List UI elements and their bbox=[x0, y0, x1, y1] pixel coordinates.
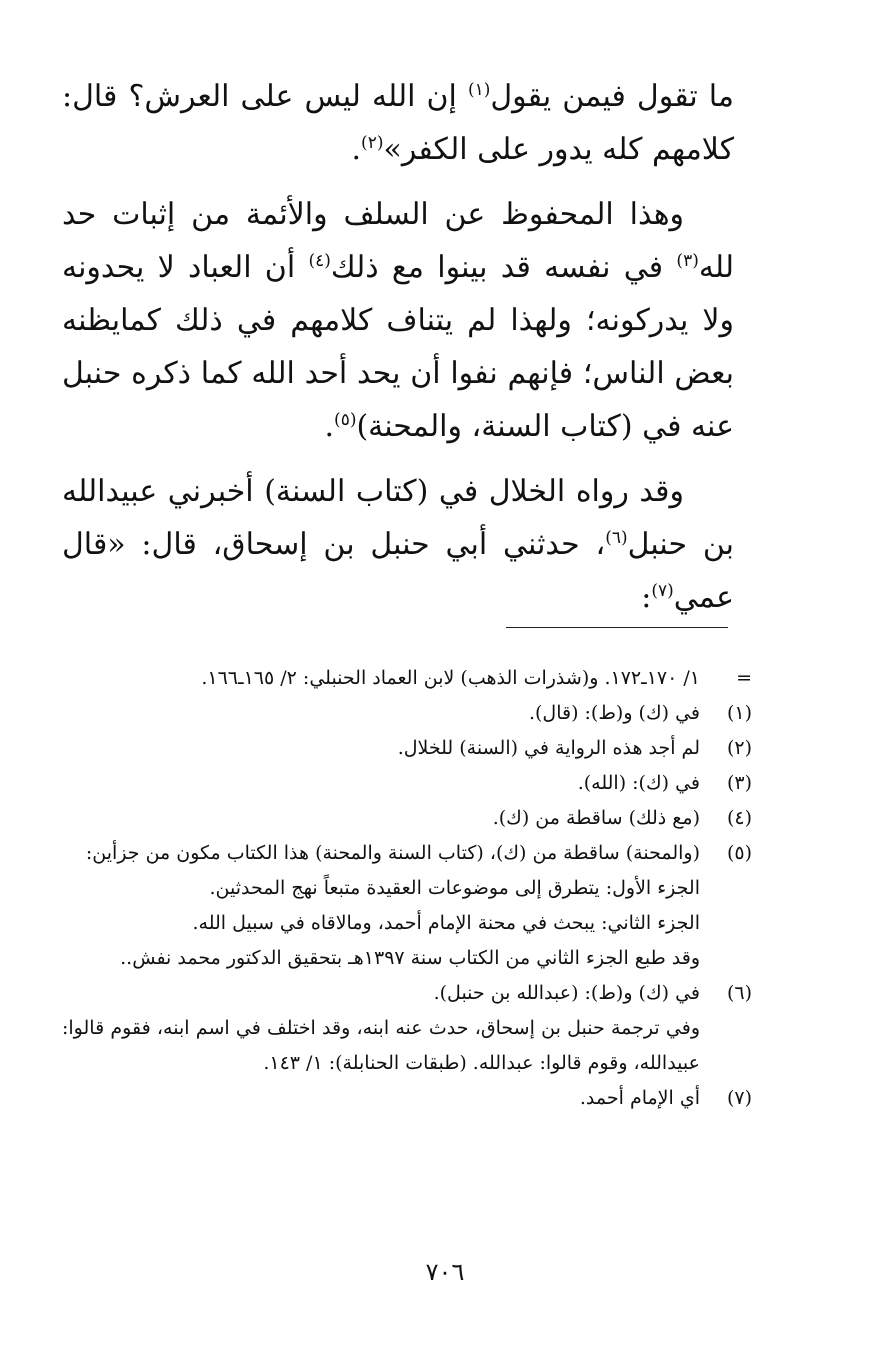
footnote-continuation bbox=[62, 661, 752, 696]
text-run: . bbox=[324, 409, 335, 444]
footnote-1 bbox=[62, 696, 752, 731]
paragraph-2 bbox=[62, 188, 734, 453]
footnote-text: (والمحنة) ساقطة من (ك)، (كتاب السنة والمحنة) هذا الكتاب مكون من جزأين: bbox=[85, 842, 700, 864]
continuation-mark: = bbox=[736, 667, 752, 689]
footnote-5 bbox=[62, 836, 752, 871]
text-run: أن العباد لا يحدونه ولا يدركونه؛ ولهذا لم يتناف كلامهم في ذلك كمايظنه بعض الناس؛ فإنهم نفوا أن يحد أحد الله كما ذكره حنبل عنه في (كتاب السنة، والمحنة) bbox=[62, 250, 734, 444]
text-run: ما تقول فيمن يقول bbox=[490, 79, 734, 114]
text-run: وهذا المحفوظ عن السلف والأئمة من إثبات حد لله bbox=[62, 197, 734, 285]
footnote-ref-5[interactable]: (٥) bbox=[334, 410, 357, 430]
text-run: ، حدثني أبي حنبل بن إسحاق، قال: «قال عمي bbox=[62, 527, 734, 615]
footnote-5-line-2: الجزء الثاني: يبحث في محنة الإمام أحمد، ومالاقاه في سبيل الله. bbox=[192, 912, 700, 934]
footnote-text: أي الإمام أحمد. bbox=[579, 1087, 700, 1109]
footnote-number: (٢) bbox=[726, 737, 752, 759]
footnote-6 bbox=[62, 976, 752, 1011]
footnote-ref-4[interactable]: (٤) bbox=[308, 251, 331, 271]
footnote-4 bbox=[62, 801, 752, 836]
footnote-number: (٦) bbox=[726, 982, 752, 1004]
footnote-number: (٤) bbox=[726, 807, 752, 829]
footnote-number: (٧) bbox=[726, 1087, 752, 1109]
main-text bbox=[62, 70, 734, 636]
footnote-number: (١) bbox=[726, 702, 752, 724]
footnote-text: في (ك): (الله). bbox=[577, 772, 700, 794]
footnote-text: (مع ذلك) ساقطة من (ك). bbox=[492, 807, 700, 829]
text-run: في نفسه قد بينوا مع ذلك bbox=[330, 250, 677, 285]
footnote-6-continuation: وفي ترجمة حنبل بن إسحاق، حدث عنه ابنه، وقد اختلف في اسم ابنه، فقوم قالوا: عبيدالله، وقوم قالوا: عبدالله. (طبقات الحنابلة): ١/ ١٤٣. bbox=[62, 1017, 700, 1074]
continuation-text: ١/ ١٧٠ـ١٧٢. و(شذرات الذهب) لابن العماد الحنبلي: ٢/ ١٦٥ـ١٦٦. bbox=[201, 667, 700, 689]
footnotes bbox=[62, 661, 752, 1116]
text-run: . bbox=[351, 132, 362, 167]
footnote-text: لم أجد هذه الرواية في (السنة) للخلال. bbox=[397, 737, 700, 759]
footnote-3 bbox=[62, 766, 752, 801]
footnote-5-line-3: وقد طبع الجزء الثاني من الكتاب سنة ١٣٩٧هـ بتحقيق الدكتور محمد نفش.. bbox=[120, 947, 700, 969]
footnote-ref-1[interactable]: (١) bbox=[467, 80, 491, 100]
footnote-separator bbox=[506, 627, 728, 628]
footnote-ref-6[interactable]: (٦) bbox=[605, 528, 628, 548]
paragraph-1 bbox=[62, 70, 734, 176]
page-number: ٧٠٦ bbox=[425, 1258, 465, 1286]
footnote-number: (٥) bbox=[726, 842, 752, 864]
footnote-number: (٣) bbox=[726, 772, 752, 794]
text-run: إن الله ليس على العرش؟ قال: كلامهم كله يدور على الكفر» bbox=[62, 79, 734, 167]
footnote-ref-3[interactable]: (٣) bbox=[676, 251, 699, 271]
text-run: وقد رواه الخلال في (كتاب السنة) أخبرني عبيدالله بن حنبل bbox=[62, 474, 735, 562]
text-run: : bbox=[641, 580, 652, 615]
paragraph-3 bbox=[62, 465, 734, 624]
footnote-7 bbox=[62, 1081, 752, 1116]
footnote-5-line-1: الجزء الأول: يتطرق إلى موضوعات العقيدة متبعاً نهج المحدثين. bbox=[209, 877, 700, 899]
footnote-text: في (ك) و(ط): (عبدالله بن حنبل). bbox=[433, 982, 700, 1004]
footnote-text: في (ك) و(ط): (قال). bbox=[528, 702, 700, 724]
footnote-ref-7[interactable]: (٧) bbox=[651, 581, 674, 601]
footnote-ref-2[interactable]: (٢) bbox=[361, 133, 384, 153]
footnote-2 bbox=[62, 731, 752, 766]
